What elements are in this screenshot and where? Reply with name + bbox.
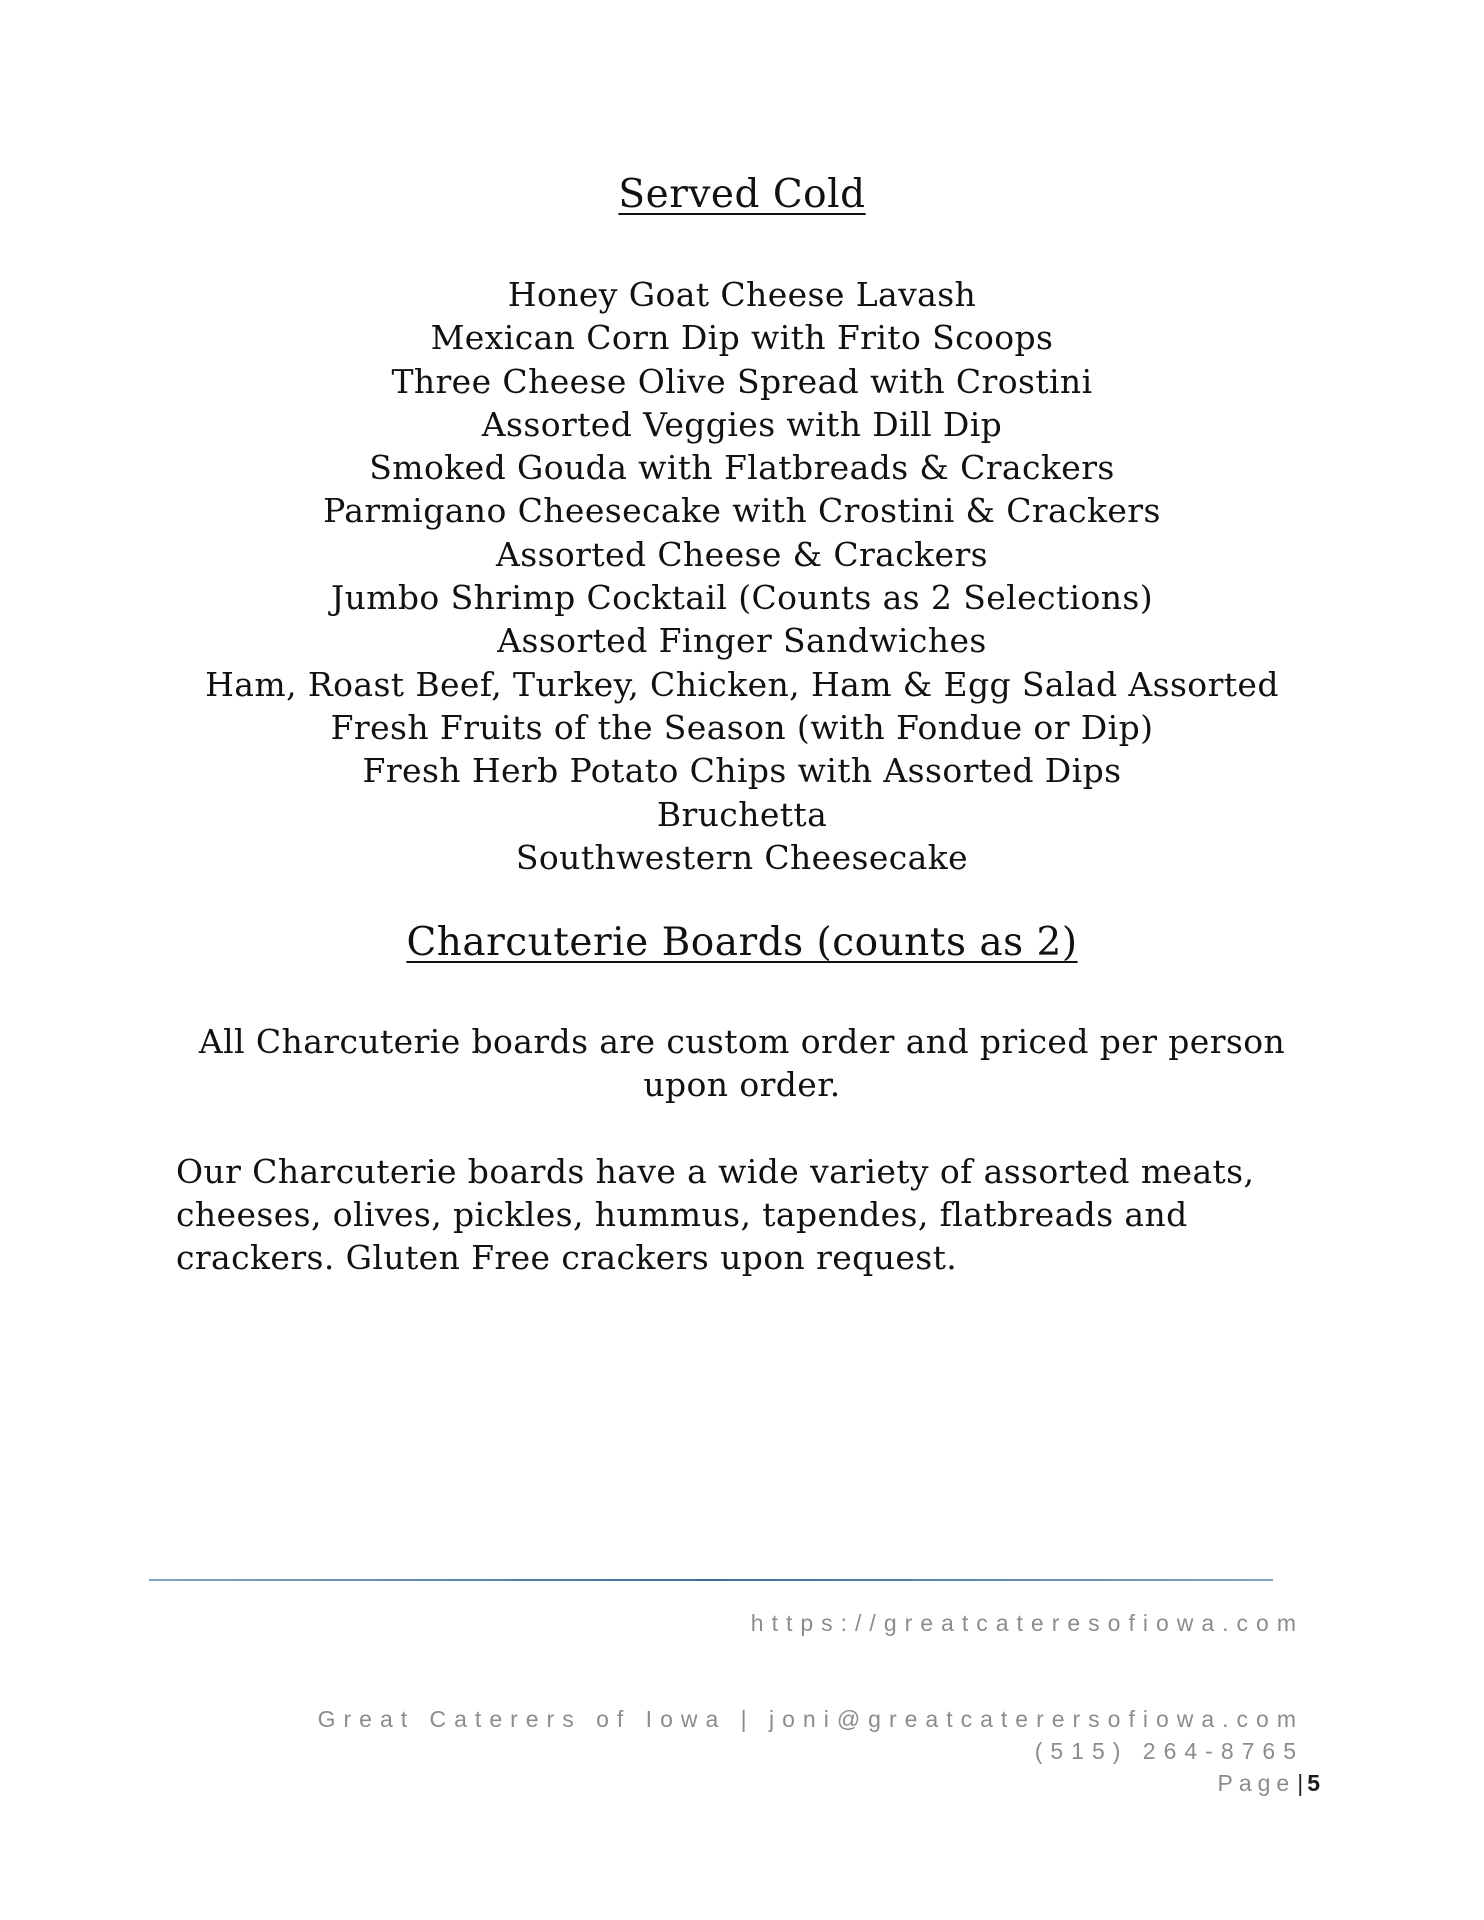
menu-item: Jumbo Shrimp Cocktail (Counts as 2 Selections) xyxy=(330,578,1154,618)
charcuterie-custom-note: All Charcuterie boards are custom order and priced per person upon order. xyxy=(198,1022,1286,1104)
footer-website-link[interactable]: https://greatcateresofiowa.com xyxy=(750,1610,1304,1636)
charcuterie-heading: Charcuterie Boards (counts as 2) xyxy=(406,920,1078,965)
menu-item: Assorted Finger Sandwiches xyxy=(497,621,987,661)
served-cold-menu-list xyxy=(0,273,1484,879)
menu-item: Fresh Fruits of the Season (with Fondue or Dip) xyxy=(330,707,1154,747)
footer-contact-line: Great Caterers of Iowa | joni@greatcaterersofiowa.com xyxy=(317,1706,1304,1732)
charcuterie-description: Our Charcuterie boards have a wide variety of assorted meats, cheeses, olives, pickles, hummus, tapendes, flatbreads and crackers. Gluten Free crackers upon request. xyxy=(176,1152,1255,1277)
menu-item: Bruchetta xyxy=(656,794,828,834)
menu-item: Three Cheese Olive Spread with Crostini xyxy=(391,361,1093,401)
footer-divider xyxy=(149,1579,1273,1581)
menu-item: Parmigano Cheesecake with Crostini & Crackers xyxy=(323,491,1161,531)
menu-item: Southwestern Cheesecake xyxy=(515,837,969,877)
menu-item: Ham, Roast Beef, Turkey, Chicken, Ham & Egg Salad Assorted xyxy=(205,664,1279,704)
page-number-line xyxy=(1218,1770,1321,1797)
page-number: 5 xyxy=(1307,1770,1320,1796)
page-separator: | xyxy=(1297,1770,1304,1796)
footer-phone: (515) 264-8765 xyxy=(1034,1738,1304,1764)
page-label: Page xyxy=(1217,1770,1296,1796)
menu-item: Assorted Veggies with Dill Dip xyxy=(481,404,1003,444)
menu-item: Honey Goat Cheese Lavash xyxy=(507,275,977,314)
menu-item: Smoked Gouda with Flatbreads & Crackers xyxy=(369,448,1115,488)
menu-item: Mexican Corn Dip with Frito Scoops xyxy=(430,318,1054,358)
menu-item: Fresh Herb Potato Chips with Assorted Dips xyxy=(362,751,1122,791)
served-cold-heading: Served Cold xyxy=(618,172,866,217)
menu-item: Assorted Cheese & Crackers xyxy=(496,534,988,574)
